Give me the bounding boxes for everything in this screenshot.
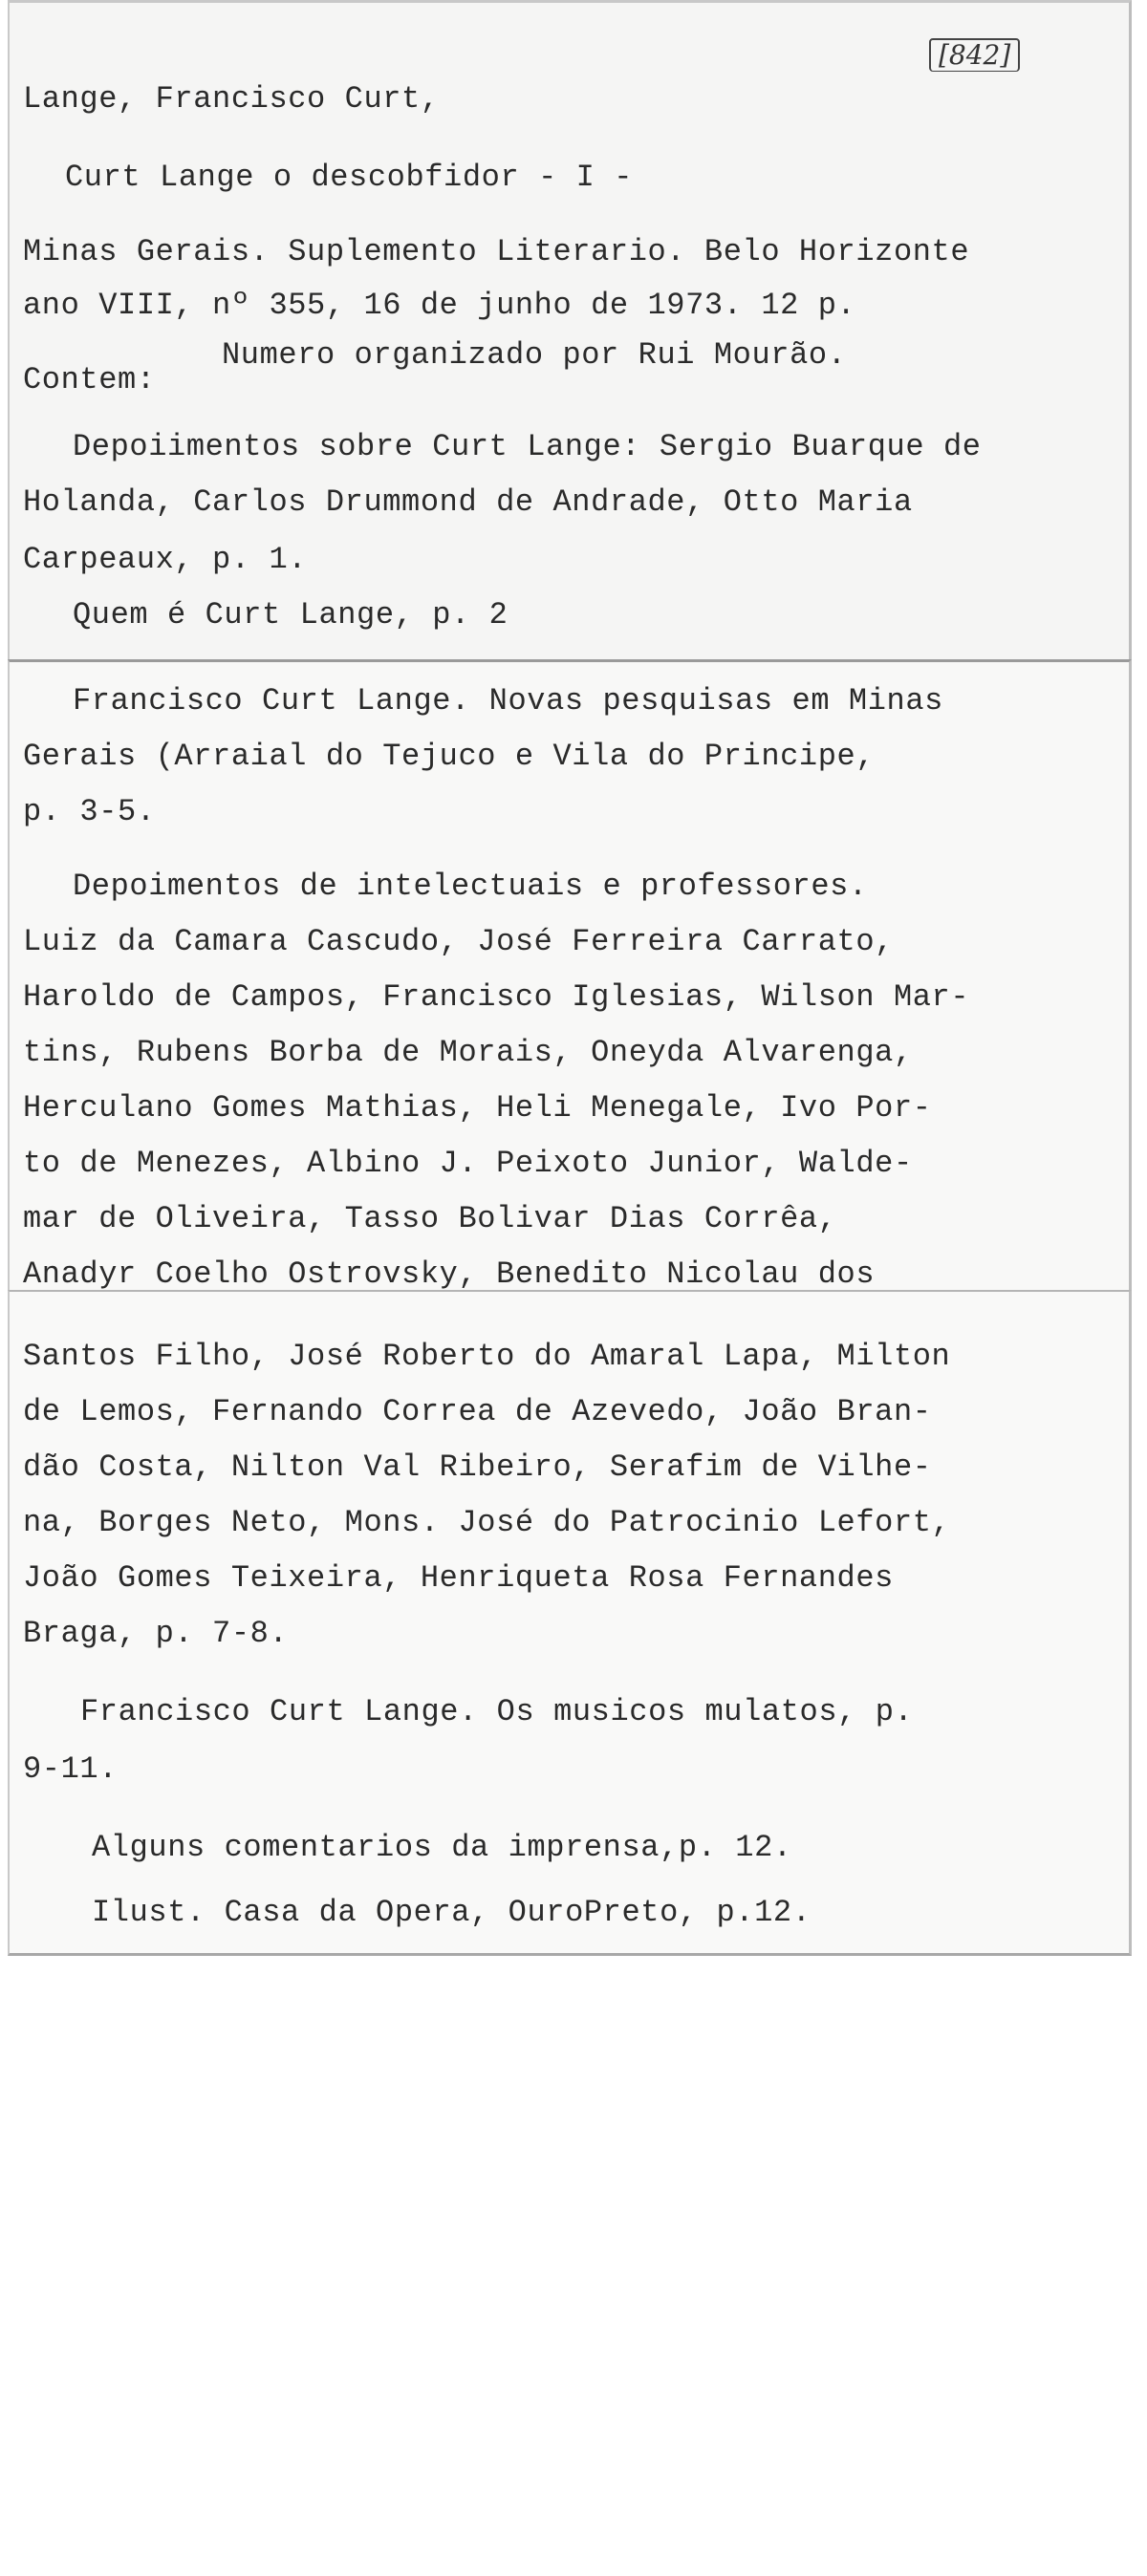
contents-line: Quem é Curt Lange, p. 2 (73, 597, 509, 633)
card-number-stamp: [842] (929, 38, 1020, 72)
contents-line: Depoimentos de intelectuais e professores. (73, 869, 868, 904)
title-line: Curt Lange o descobfidor - I - (65, 160, 634, 195)
contents-line: João Gomes Teixeira, Henriqueta Rosa Fernandes (23, 1560, 894, 1596)
blank-area (0, 1956, 1147, 2576)
contents-line: Luiz da Camara Cascudo, José Ferreira Carrato, (23, 924, 894, 959)
contents-line: mar de Oliveira, Tasso Bolivar Dias Corrêa, (23, 1201, 837, 1236)
contents-line: Ilust. Casa da Opera, OuroPreto, p.12. (92, 1895, 812, 1930)
contents-line: Herculano Gomes Mathias, Heli Menegale, Ivo Por- (23, 1090, 932, 1126)
contents-line: Holanda, Carlos Drummond de Andrade, Otto Maria (23, 484, 913, 520)
contents-line: dão Costa, Nilton Val Ribeiro, Serafim de Vilhe- (23, 1449, 932, 1485)
contents-line: Santos Filho, José Roberto do Amaral Lapa, Milton (23, 1339, 951, 1374)
contents-line: Francisco Curt Lange. Os musicos mulatos, p. (80, 1694, 914, 1729)
contents-line: Carpeaux, p. 1. (23, 542, 308, 577)
contents-line: to de Menezes, Albino J. Peixoto Junior, Walde- (23, 1146, 913, 1181)
contents-line: na, Borges Neto, Mons. José do Patrocinio Lefort, (23, 1505, 951, 1540)
source-line: ano VIII, nº 355, 16 de junho de 1973. 12 p. (23, 288, 856, 323)
contents-line: Anadyr Coelho Ostrovsky, Benedito Nicolau dos (23, 1256, 876, 1292)
contents-line: Gerais (Arraial do Tejuco e Vila do Principe, (23, 739, 876, 774)
contents-line: Alguns comentarios da imprensa,p. 12. (92, 1830, 792, 1865)
source-line: Minas Gerais. Suplemento Literario. Belo Horizonte (23, 234, 970, 269)
contents-line: Depoiimentos sobre Curt Lange: Sergio Buarque de (73, 429, 982, 464)
contents-line: p. 3-5. (23, 794, 156, 829)
note-line: Numero organizado por Rui Mourão. (222, 337, 847, 373)
contents-line: Francisco Curt Lange. Novas pesquisas em Minas (73, 683, 943, 719)
contents-line: de Lemos, Fernando Correa de Azevedo, João Bran- (23, 1394, 932, 1429)
contents-line: tins, Rubens Borba de Morais, Oneyda Alvarenga, (23, 1035, 913, 1070)
contents-line: 9-11. (23, 1751, 119, 1787)
contents-label: Contem: (23, 362, 156, 397)
main-entry-heading: Lange, Francisco Curt, (23, 81, 440, 117)
contents-line: Braga, p. 7-8. (23, 1616, 289, 1651)
contents-line: Haroldo de Campos, Francisco Iglesias, Wilson Mar- (23, 979, 970, 1015)
